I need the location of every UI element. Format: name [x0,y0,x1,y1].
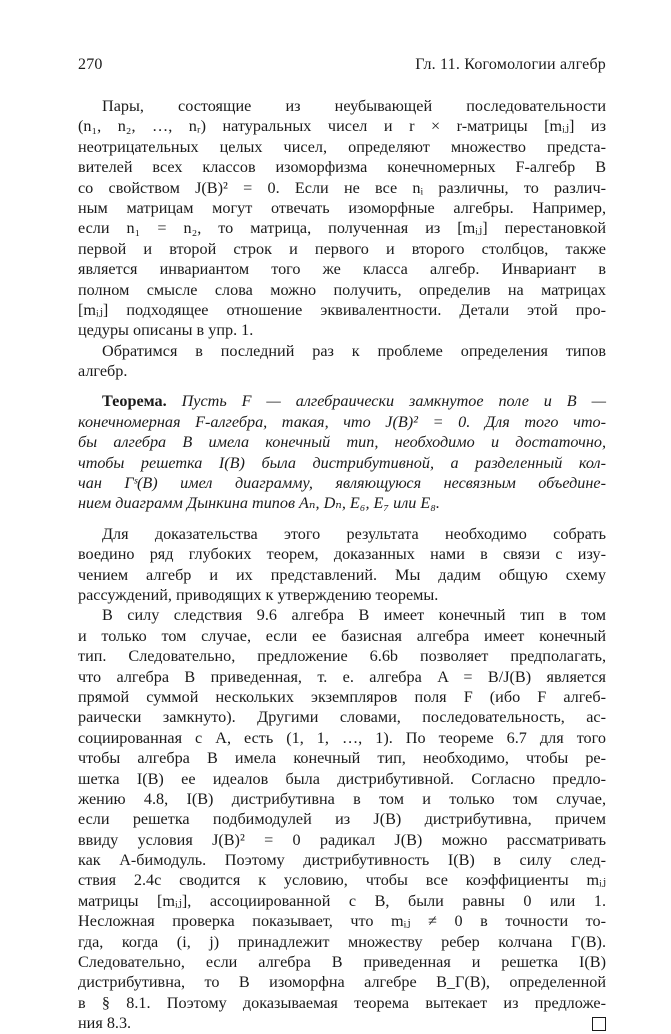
text-line: чтобы алгебра B имела конечный тип, необходимо, чтобы ре- [78,749,606,768]
text-line: Для доказательства этого результата необходимо собрать [102,524,606,543]
text-line: в § 8.1. Поэтому доказываемая теорема вытекает из предложе- [78,993,606,1012]
theorem-first-line [78,391,606,411]
chapter-title: Гл. 11. Когомологии алгебр [415,56,606,73]
text-line: Пары, состоящие из неубывающей последовательности [102,97,606,115]
text-line: первой и второй строк и первого и второго столбцов, также [78,239,606,258]
text-line: чтобы решетка I(B) была дистрибутивной, а разделенный кол- [78,453,606,472]
text-line: воедино ряд глубоких теорем, доказанных нами в связи с изу- [78,545,606,564]
text-line: нием диаграмм Дынкина типов Aₙ, Dₙ, E₆, E₇ или E₈. [78,494,440,513]
text-segment: Пусть F — алгебраически замкнутое поле и B — [166,392,606,411]
paragraph-3 [78,524,606,606]
text-line: если n₁ = n₂, то матрица, полученная из [mᵢⱼ] перестановкой [78,219,606,238]
text-line: шетка I(B) ее идеалов была дистрибутивной. Согласно предло- [78,769,606,788]
text-line: алгебр. [78,362,128,381]
paragraph-1 [78,96,606,341]
text-line: конечномерная F-алгебра, такая, что J(B)² = 0. Для того что- [78,412,606,431]
text-line: жению 4.8, I(B) дистрибутивна в том и только том случае, [78,789,606,808]
text-line: цедуры описаны в упр. 1. [78,321,254,340]
text-line-final [78,1013,606,1033]
text-line: неотрицательных целых чисел, определяют множество предста- [78,137,606,156]
text-line: Обратимся в последний раз к проблеме определения типов [102,341,606,360]
text-line: чан Γˢ(B) имел диаграмму, являющуюся несвязным объедине- [78,474,606,493]
paragraph-2 [78,341,606,382]
text-line: тип. Следовательно, предложение 6.6b позволяет предполагать, [78,647,606,666]
text-line: (n₁, n₂, …, nᵣ) натуральных чисел и r × r-матрицы [mᵢⱼ] из [78,117,606,136]
text-line: социированная с A, есть (1, 1, …, 1). По теореме 6.7 для того [78,728,606,747]
text-line: бы алгебра B имела конечный тип, необходимо и достаточно, [78,433,606,452]
text-line: ствия 2.4c сводится к условию, чтобы все коэффициенты mᵢⱼ [78,871,606,890]
text-segment: ния 8.3. [78,1014,132,1033]
text-line: вителей всех классов изоморфизма конечномерных F-алгебр B [78,158,606,177]
text-line: является инвариантом того же класса алгебр. Инвариант в [78,260,606,279]
text-line: что алгебра B приведенная, т. е. алгебра A = B/J(B) является [78,667,606,686]
text-line: ввиду условия J(B)² = 0 радикал J(B) можно рассматривать [78,830,606,849]
text-line: раически замкнуто). Другими словами, последовательность, ас- [78,708,606,727]
theorem [78,391,606,513]
text-line: дистрибутивна, то B изоморфна алгебре B_Γ(B), определенной [78,973,606,992]
paragraph-4 [78,605,606,1033]
text-line: и только том случае, если ее базисная алгебра имеет конечный [78,626,606,645]
page-number: 270 [78,56,103,73]
text-line: матрицы [mᵢⱼ], ассоциированной с B, были равны 0 или 1. [78,891,606,910]
text-line: если решетка подбимодулей из J(B) дистрибутивна, причем [78,810,606,829]
text-line: полном смысле слова можно получить, определив на матрицах [78,280,606,299]
qed-square-icon [592,1017,606,1031]
text-line: гда, когда (i, j) принадлежит множеству ребер колчана Γ(B). [78,932,606,951]
text-line: как A-бимодуль. Поэтому дистрибутивность I(B) в силу след- [78,851,606,870]
text-line: прямой суммой нескольких экземпляров поля F (ибо F алгеб- [78,687,606,706]
text-line: чением алгебр и их представлений. Мы дадим общую схему [78,565,606,584]
text-line: со свойством J(B)² = 0. Если не все nᵢ различны, то различ- [78,178,606,197]
text-line: В силу следствия 9.6 алгебра B имеет конечный тип в том [102,606,606,625]
running-head [78,56,606,74]
text-line: ным матрицам могут отвечать изоморфные алгебры. Например, [78,198,606,217]
text-line: рассуждений, приводящих к утверждению теоремы. [78,585,439,604]
text-line: Следовательно, если алгебра B приведенная и решетка I(B) [78,953,606,972]
text-line: [mᵢⱼ] подходящее отношение эквивалентности. Детали этой про- [78,300,606,319]
theorem-label: Теорема. [102,392,167,411]
text-line: Несложная проверка показывает, что mᵢⱼ ≠ 0 в точности то- [78,912,606,931]
book-page [78,56,606,1034]
